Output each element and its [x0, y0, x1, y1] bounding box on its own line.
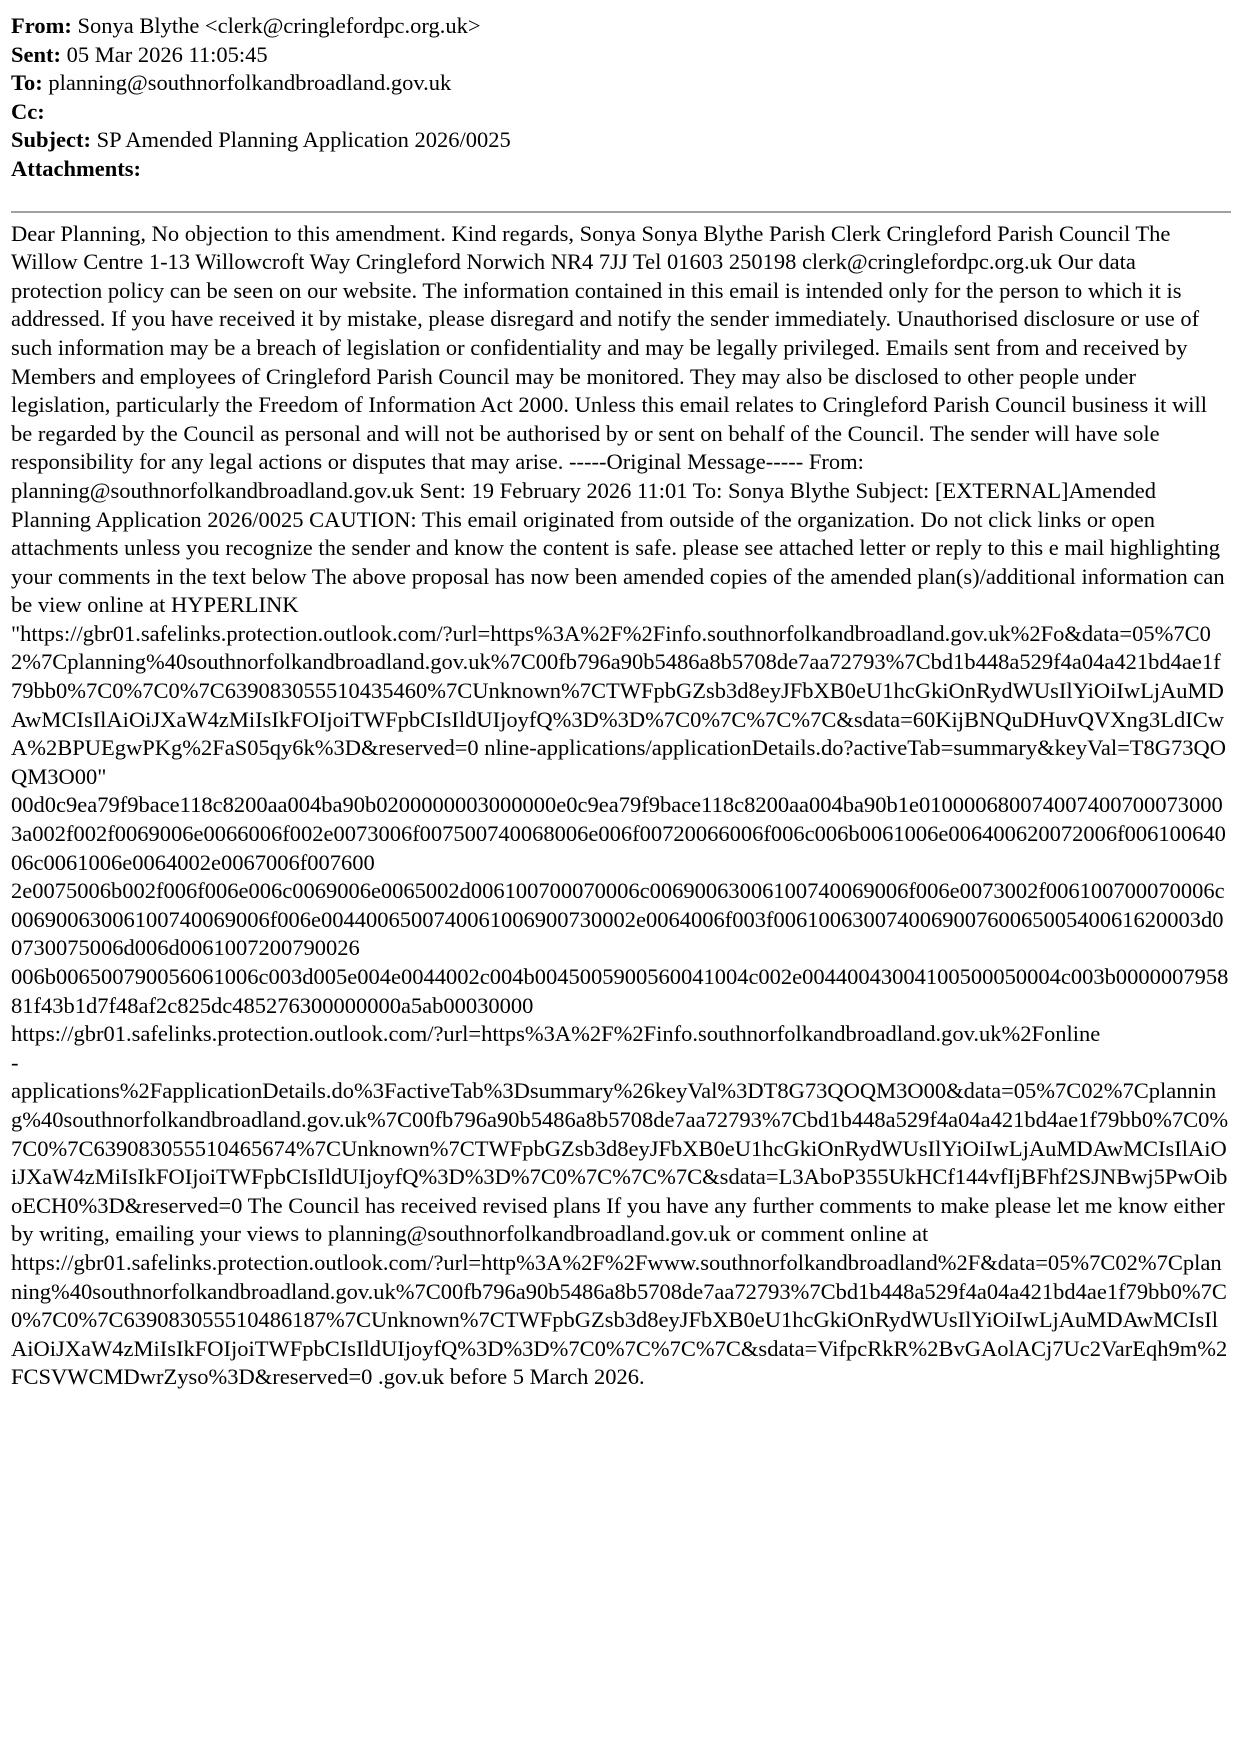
sent-value: 05 Mar 2026 11:05:45	[66, 41, 268, 67]
header-divider	[11, 211, 1231, 213]
body-hex-block-3: 006b006500790056061006c003d005e004e0044002c004b0045005900560041004c002e00440043004100500050004c003b000000795881f43b1d7f48af2c825dc485276300000000a5ab00030000	[11, 964, 1229, 1018]
body-hyperlink-4: https://gbr01.safelinks.protection.outlook.com/?url=http%3A%2F%2Fwww.southnorfolkandbroadland%2F&data=05%7C02%7Cplanning%40southnorfolkandbroadland.gov.uk%7C00fb796a90b5486a8b5708de7aa72793%7Cbd1b448a529f4a04a421bd4ae1f79bb0%7C0%7C0%7C639083055510486187%7CUnknown%7CTWFpbGZsb3d8eyJFbXB0eU1hcGkiOnRydWUsIlYiOiIwLjAuMDAwMCIsIlAiOiJXaW4zMiIsIkFOIjoiTWFpbCIsIldUIjoyfQ%3D%3D%7C0%7C%7C%7C&sdata=VifpcRkR%2BvGAolACj7Uc2VarEqh9m%2FCSVWCMDwrZyso%3D&reserved=0 .gov.uk before 5 March 2026.	[11, 1249, 1228, 1390]
email-body	[11, 220, 1231, 1392]
body-hyperlink-1: "https://gbr01.safelinks.protection.outlook.com/?url=https%3A%2F%2Finfo.southnorfolkandbroadland.gov.uk%2Fo&data=05%7C02%7Cplanning%40southnorfolkandbroadland.gov.uk%7C00fb796a90b5486a8b5708de7aa72793%7Cbd1b448a529f4a04a421bd4ae1f79bb0%7C0%7C0%7C639083055510435460%7CUnknown%7CTWFpbGZsb3d8eyJFbXB0eU1hcGkiOnRydWUsIlYiOiIwLjAuMDAwMCIsIlAiOiJXaW4zMiIsIkFOIjoiTWFpbCIsIldUIjoyfQ%3D%3D%7C0%7C%7C%7C&sdata=60KijBNQuDHuvQVXng3LdICwA%2BPUEgwPKg%2FaS05qy6k%3D&reserved=0 nline-applications/applicationDetails.do?activeTab=summary&keyVal=T8G73QOQM3O00"	[11, 620, 1226, 789]
email-header	[11, 12, 1231, 184]
to-value: planning@southnorfolkandbroadland.gov.uk	[48, 70, 452, 96]
body-hex-block-1: 00d0c9ea79f9bace118c8200aa004ba90b0200000003000000e0c9ea79f9bace118c8200aa004ba90b1e0100006800740074007000730003a002f002f0069006e0066006f002e0073006f007500740068006e006f00720066006f006c006b0061006e006400620072006f00610064006c0061006e0064002e0067006f007600	[11, 792, 1226, 875]
body-message-text: Dear Planning, No objection to this amendment. Kind regards, Sonya Sonya Blythe Parish Clerk Cringleford Parish Council The Willow Centre 1-13 Willowcroft Way Cringleford Norwich NR4 7JJ Tel 01603 250198 clerk@cringlefordpc.org.uk Our data protection policy can be seen on our website. The information contained in this email is intended only for the person to which it is addressed. If you have received it by mistake, please disregard and notify the sender immediately. Unauthorised disclosure or use of such information may be a breach of legislation or confidentiality and may be legally privileged. Emails sent from and received by Members and employees of Cringleford Parish Council may be monitored. They may also be disclosed to other people under legislation, particularly the Freedom of Information Act 2000. Unless this email relates to Cringleford Parish Council business it will be regarded by the Council as personal and will not be authorised by or sent on behalf of the Council. The sender will have sole responsibility for any legal actions or disputes that may arise. -----Original Message----- From: planning@southnorfolkandbroadland.gov.uk Sent: 19 February 2026 11:01 To: Sonya Blythe Subject: [EXTERNAL]Amended Planning Application 2026/0025 CAUTION: This email originated from outside of the organization. Do not click links or open attachments unless you recognize the sender and know the content is safe. please see attached letter or reply to this e mail highlighting your comments in the text below The above proposal has now been amended copies of the amended plan(s)/additional information can be view online at HYPERLINK	[11, 220, 1225, 618]
sent-label: Sent:	[11, 41, 61, 67]
to-row	[11, 69, 1231, 98]
attachments-label: Attachments:	[11, 155, 141, 181]
cc-row	[11, 98, 1231, 127]
from-label: From:	[11, 13, 72, 38]
from-row	[11, 12, 1231, 41]
body-hex-block-2: 2e0075006b002f006f006e006c0069006e0065002d006100700070006c00690063006100740069006f006e0073002f006100700070006c00690063006100740069006f006e0044006500740061006900730002e0064006f003f00610063007400690076006500540061620003d00730075006d006d0061007200790026	[11, 878, 1225, 961]
subject-value: SP Amended Planning Application 2026/0025	[96, 127, 511, 153]
cc-label: Cc:	[11, 98, 45, 124]
body-dash: -	[11, 1049, 19, 1075]
body-hyperlink-3: applications%2FapplicationDetails.do%3FactiveTab%3Dsummary%26keyVal%3DT8G73QOQM3O00&data=05%7C02%7Cplanning%40southnorfolkandbroadland.gov.uk%7C00fb796a90b5486a8b5708de7aa72793%7Cbd1b448a529f4a04a421bd4ae1f79bb0%7C0%7C0%7C639083055510465674%7CUnknown%7CTWFpbGZsb3d8eyJFbXB0eU1hcGkiOnRydWUsIlYiOiIwLjAuMDAwMCIsIlAiOiJXaW4zMiIsIkFOIjoiTWFpbCIsIldUIjoyfQ%3D%3D%7C0%7C%7C%7C&sdata=L3AboP355UkHCf144vfIjBFhf2SJNBwj5PwOiboECH0%3D&reserved=0 The Council has received revised plans If you have any further comments to make please let me know either by writing, emailing your views to planning@southnorfolkandbroadland.gov.uk or comment online at	[11, 1078, 1229, 1247]
sent-row	[11, 41, 1231, 70]
body-hyperlink-2: https://gbr01.safelinks.protection.outlook.com/?url=https%3A%2F%2Finfo.southnorfolkandbroadland.gov.uk%2Fonline	[11, 1021, 1101, 1047]
from-value: Sonya Blythe <clerk@cringlefordpc.org.uk>	[77, 13, 481, 38]
email-printout	[11, 12, 1231, 1392]
attachments-row	[11, 155, 1231, 184]
subject-row	[11, 126, 1231, 155]
subject-label: Subject:	[11, 127, 91, 153]
to-label: To:	[11, 70, 43, 96]
